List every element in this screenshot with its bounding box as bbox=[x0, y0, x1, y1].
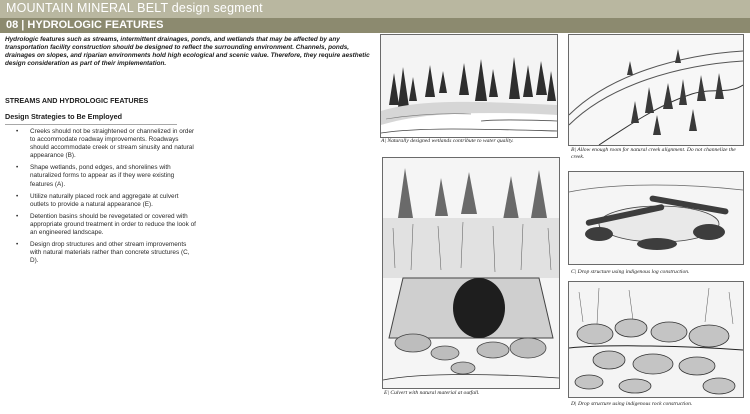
figure-e-culvert-sketch bbox=[382, 157, 560, 389]
list-item-text: Detention basins should be revegetated or covered with appropriate ground treatment in order to reduce the look of an engineered landscape. bbox=[30, 212, 196, 237]
bullet-icon: • bbox=[16, 212, 19, 220]
list-item bbox=[16, 213, 198, 237]
figure-a-caption: A| Naturally designed wetlands contribute to water quality. bbox=[381, 138, 514, 144]
section-heading: STREAMS AND HYDROLOGIC FEATURES bbox=[5, 96, 149, 105]
figure-a-wetland-sketch bbox=[380, 34, 558, 138]
figure-c-log-drop-sketch bbox=[568, 171, 744, 265]
list-item-text: Shape wetlands, pond edges, and shorelines with naturalized forms to appear as if they were existing features (A). bbox=[30, 164, 175, 188]
list-item bbox=[16, 241, 198, 265]
bullet-icon: • bbox=[16, 164, 19, 172]
strategy-list bbox=[16, 128, 198, 269]
document-title: MOUNTAIN MINERAL BELT design segment bbox=[6, 1, 263, 15]
list-item-text: Design drop structures and other stream improvements with natural materials rather than concrete structures (C, D). bbox=[30, 241, 190, 265]
document-title-band bbox=[0, 0, 750, 18]
figure-b-caption: B| Allow enough room for natural creek alignment. Do not channelize the creek. bbox=[571, 147, 736, 160]
section-title: 08 | HYDROLOGIC FEATURES bbox=[6, 19, 164, 31]
list-item-text: Creeks should not be straightened or channelized in order to accommodate roadway improvements. Roadways should accommodate creek or stream sinusity and natural appearance (B). bbox=[30, 128, 195, 160]
list-item bbox=[16, 193, 198, 209]
bullet-icon: • bbox=[16, 128, 19, 135]
section-title-band bbox=[0, 18, 750, 33]
list-item bbox=[16, 164, 198, 188]
figure-d-rock-drop-sketch bbox=[568, 281, 744, 398]
list-item-text: Utilize naturally placed rock and aggregate at culvert outlets to provide a natural appearance (E). bbox=[30, 192, 179, 208]
intro-paragraph: Hydrologic features such as streams, intermittent drainages, ponds, and wetlands that may be affected by any transportation facility construction should be designed to reflect the surrounding environment. Channels, ponds, drainages on slopes, and riparian environments hold high ecological and scenic value. Therefore, they require aesthetic design consideration as part of their implementation. bbox=[5, 36, 370, 67]
figure-e-caption: E| Culvert with natural material at outfall. bbox=[384, 390, 480, 396]
list-item bbox=[16, 128, 198, 160]
figure-b-creek-sketch bbox=[568, 34, 744, 146]
strategies-heading: Design Strategies to Be Employed bbox=[5, 112, 123, 121]
figure-d-caption: D| Drop structure using indigenous rock construction. bbox=[571, 401, 693, 407]
bullet-icon: • bbox=[16, 192, 19, 200]
heading-divider bbox=[5, 124, 177, 125]
bullet-icon: • bbox=[16, 241, 19, 249]
figure-c-caption: C| Drop structure using indigenous log construction. bbox=[571, 269, 690, 275]
